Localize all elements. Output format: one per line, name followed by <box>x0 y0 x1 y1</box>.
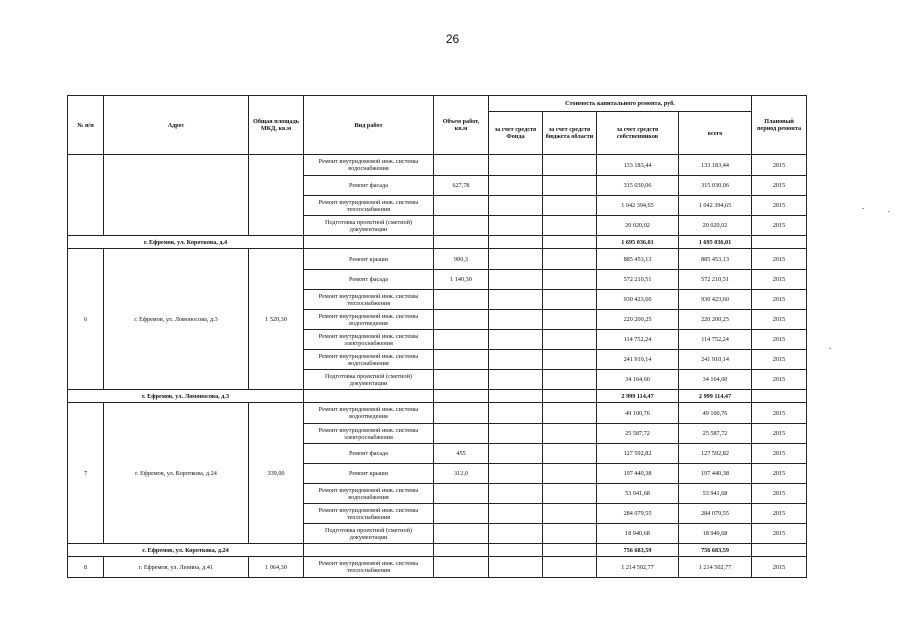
cell-period: 2015 <box>752 155 807 176</box>
cell-period: 2015 <box>752 403 807 424</box>
cell-owners: 20 020,02 <box>597 216 679 236</box>
cell-num: 6 <box>68 249 104 390</box>
subtotal-owners: 2 999 114,47 <box>597 390 679 403</box>
scan-speck <box>862 208 864 209</box>
cell-fund <box>489 236 543 249</box>
cell-regional <box>543 504 597 524</box>
cell-work-type: Подготовка проектной (сметной) документации <box>304 216 434 236</box>
cell-fund <box>489 310 543 330</box>
cell-period: 2015 <box>752 557 807 578</box>
header-num: № п/п <box>68 96 104 155</box>
cell-owners: 18 940,68 <box>597 524 679 544</box>
cell-regional <box>543 249 597 270</box>
cell-volume <box>434 350 489 370</box>
header-total: всего <box>679 112 752 155</box>
cell-volume <box>434 557 489 578</box>
cell-volume <box>434 236 489 249</box>
cell-period: 2015 <box>752 196 807 216</box>
cell-fund <box>489 444 543 464</box>
cell-period: 2015 <box>752 249 807 270</box>
cell-work-type: Ремонт фасада <box>304 270 434 290</box>
cell-regional <box>543 155 597 176</box>
cell-fund <box>489 403 543 424</box>
cell-period: 2015 <box>752 524 807 544</box>
cell-volume <box>434 155 489 176</box>
cell-total: 572 210,51 <box>679 270 752 290</box>
cell-period: 2015 <box>752 290 807 310</box>
subtotal-total: 2 999 114,47 <box>679 390 752 403</box>
cell-period: 2015 <box>752 370 807 390</box>
cell-owners: 197 440,38 <box>597 464 679 484</box>
cell-total: 20 020,02 <box>679 216 752 236</box>
subtotal-total: 1 695 036,01 <box>679 236 752 249</box>
cell-regional <box>543 403 597 424</box>
cell-work-type: Ремонт фасада <box>304 444 434 464</box>
cell-work-type: Ремонт внутридомовой инж. системы электроснабжения <box>304 424 434 444</box>
cell-work-type: Подготовка проектной (сметной) документации <box>304 370 434 390</box>
header-volume: Объем работ, кв.м <box>434 96 489 155</box>
cell-fund <box>489 196 543 216</box>
cell-period: 2015 <box>752 444 807 464</box>
cell-regional <box>543 310 597 330</box>
cell-volume: 455 <box>434 444 489 464</box>
cell-total: 1 214 502,77 <box>679 557 752 578</box>
cell-owners: 220 200,25 <box>597 310 679 330</box>
cell-volume <box>434 370 489 390</box>
cell-period: 2015 <box>752 350 807 370</box>
cell-work-type: Ремонт внутридомовой инж. системы водоснабжения <box>304 350 434 370</box>
cell-owners: 930 423,60 <box>597 290 679 310</box>
cell-owners: 133 183,44 <box>597 155 679 176</box>
page-number: 26 <box>445 32 460 46</box>
header-owners: за счет средств собственников <box>597 112 679 155</box>
cell-fund <box>489 330 543 350</box>
cell-total: 241 910,14 <box>679 350 752 370</box>
cell-fund <box>489 290 543 310</box>
cell-num <box>68 155 104 236</box>
cell-work-type: Ремонт крыши <box>304 464 434 484</box>
cell-volume: 900,3 <box>434 249 489 270</box>
header-work-type: Вид работ <box>304 96 434 155</box>
cell-regional <box>543 176 597 196</box>
cell-work-type: Подготовка проектной (сметной) документации <box>304 524 434 544</box>
cell-work-type: Ремонт внутридомовой инж. системы водоснабжения <box>304 484 434 504</box>
cell-total: 114 752,24 <box>679 330 752 350</box>
cell-owners: 34 164,60 <box>597 370 679 390</box>
cell-work-type: Ремонт внутридомовой инж. системы водоотведения <box>304 403 434 424</box>
cell-owners: 49 100,76 <box>597 403 679 424</box>
cell-work-type <box>304 236 434 249</box>
cell-regional <box>543 390 597 403</box>
subtotal-label: г. Ефремов, ул. Короткова, д.4 <box>68 236 304 249</box>
header-cost-group: Стоимость капитального ремонта, руб. <box>489 96 752 112</box>
cell-fund <box>489 557 543 578</box>
cell-work-type: Ремонт внутридомовой инж. системы теплоснабжения <box>304 504 434 524</box>
cell-volume <box>434 484 489 504</box>
cell-work-type: Ремонт крыши <box>304 249 434 270</box>
cell-work-type <box>304 544 434 557</box>
cell-regional <box>543 524 597 544</box>
subtotal-label: г. Ефремов, ул. Короткова, д.24 <box>68 544 304 557</box>
cell-fund <box>489 249 543 270</box>
cell-fund <box>489 216 543 236</box>
subtotal-label: г. Ефремов, ул. Ломоносова, д.3 <box>68 390 304 403</box>
header-regional: за счет средств бюджета области <box>543 112 597 155</box>
cell-address: г. Ефремов, ул. Ленина, д.41 <box>104 557 249 578</box>
cell-work-type: Ремонт внутридомовой инж. системы теплоснабжения <box>304 290 434 310</box>
scan-speck <box>829 348 831 349</box>
cell-total: 1 042 394,65 <box>679 196 752 216</box>
cell-period <box>752 544 807 557</box>
cell-owners: 1 042 394,65 <box>597 196 679 216</box>
cell-fund <box>489 524 543 544</box>
cell-owners: 284 079,55 <box>597 504 679 524</box>
cell-total: 53 941,68 <box>679 484 752 504</box>
header-period: Плановый период ремонта <box>752 96 807 155</box>
table-row <box>68 403 807 424</box>
cell-period: 2015 <box>752 464 807 484</box>
cell-regional <box>543 544 597 557</box>
cell-fund <box>489 504 543 524</box>
cell-regional <box>543 484 597 504</box>
cell-owners: 315 030,06 <box>597 176 679 196</box>
cell-area: 339,00 <box>249 403 304 544</box>
cell-total: 133 183,44 <box>679 155 752 176</box>
cell-area <box>249 155 304 236</box>
cell-total: 197 440,38 <box>679 464 752 484</box>
cell-regional <box>543 270 597 290</box>
cell-address <box>104 155 249 236</box>
cell-volume <box>434 330 489 350</box>
cell-volume: 312,0 <box>434 464 489 484</box>
cell-volume: 1 140,30 <box>434 270 489 290</box>
cell-regional <box>543 330 597 350</box>
cell-regional <box>543 424 597 444</box>
cell-work-type: Ремонт внутридомовой инж. системы теплоснабжения <box>304 196 434 216</box>
cell-total: 284 079,55 <box>679 504 752 524</box>
cell-volume <box>434 544 489 557</box>
cell-volume <box>434 504 489 524</box>
cell-work-type: Ремонт фасада <box>304 176 434 196</box>
cell-num: 8 <box>68 557 104 578</box>
cell-owners: 127 592,82 <box>597 444 679 464</box>
cell-work-type <box>304 390 434 403</box>
header-area: Общая площадь МКД, кв.м <box>249 96 304 155</box>
cell-fund <box>489 155 543 176</box>
cell-area: 1 064,30 <box>249 557 304 578</box>
cell-period: 2015 <box>752 504 807 524</box>
cell-address: г. Ефремов, ул. Короткова, д.24 <box>104 403 249 544</box>
cell-volume <box>434 424 489 444</box>
cell-work-type: Ремонт внутридомовой инж. системы электроснабжения <box>304 330 434 350</box>
cell-volume <box>434 216 489 236</box>
cell-period: 2015 <box>752 424 807 444</box>
cell-fund <box>489 484 543 504</box>
cell-period: 2015 <box>752 216 807 236</box>
cell-regional <box>543 464 597 484</box>
cell-period <box>752 236 807 249</box>
cell-regional <box>543 350 597 370</box>
cell-owners: 572 210,51 <box>597 270 679 290</box>
cell-owners: 241 910,14 <box>597 350 679 370</box>
cell-owners: 885 453,13 <box>597 249 679 270</box>
cell-total: 127 592,82 <box>679 444 752 464</box>
cell-total: 930 423,60 <box>679 290 752 310</box>
cell-fund <box>489 544 543 557</box>
cell-period: 2015 <box>752 176 807 196</box>
cell-regional <box>543 290 597 310</box>
header-fund: за счет средств Фонда <box>489 112 543 155</box>
subtotal-row <box>68 236 807 249</box>
cell-total: 34 164,60 <box>679 370 752 390</box>
cell-work-type: Ремонт внутридомовой инж. системы теплоснабжения <box>304 557 434 578</box>
cell-regional <box>543 236 597 249</box>
table-row <box>68 557 807 578</box>
cell-fund <box>489 390 543 403</box>
table-row <box>68 249 807 270</box>
cell-owners: 114 752,24 <box>597 330 679 350</box>
subtotal-row <box>68 390 807 403</box>
cell-regional <box>543 557 597 578</box>
cell-period: 2015 <box>752 330 807 350</box>
cell-total: 220 200,25 <box>679 310 752 330</box>
cell-total: 315 030,06 <box>679 176 752 196</box>
cell-total: 18 940,68 <box>679 524 752 544</box>
cell-work-type: Ремонт внутридомовой инж. системы водоснабжения <box>304 155 434 176</box>
cell-fund <box>489 350 543 370</box>
cell-regional <box>543 196 597 216</box>
cell-address: г. Ефремов, ул. Ломоносова, д.3 <box>104 249 249 390</box>
cell-volume <box>434 390 489 403</box>
cell-total: 25 587,72 <box>679 424 752 444</box>
cell-period: 2015 <box>752 484 807 504</box>
cell-fund <box>489 176 543 196</box>
repair-cost-table <box>67 95 807 578</box>
scan-speck <box>888 211 890 212</box>
table-row <box>68 155 807 176</box>
subtotal-owners: 1 695 036,01 <box>597 236 679 249</box>
subtotal-total: 756 683,59 <box>679 544 752 557</box>
cell-area: 1 520,30 <box>249 249 304 390</box>
cell-volume <box>434 524 489 544</box>
cell-num: 7 <box>68 403 104 544</box>
cell-owners: 1 214 502,77 <box>597 557 679 578</box>
cell-total: 885 453,13 <box>679 249 752 270</box>
cell-regional <box>543 444 597 464</box>
cell-volume <box>434 310 489 330</box>
cell-volume <box>434 196 489 216</box>
cell-period: 2015 <box>752 270 807 290</box>
header-address: Адрес <box>104 96 249 155</box>
cell-period: 2015 <box>752 310 807 330</box>
cell-owners: 53 941,68 <box>597 484 679 504</box>
cell-regional <box>543 216 597 236</box>
cell-volume: 627,78 <box>434 176 489 196</box>
cell-total: 49 100,76 <box>679 403 752 424</box>
cell-regional <box>543 370 597 390</box>
cell-volume <box>434 290 489 310</box>
cell-owners: 25 587,72 <box>597 424 679 444</box>
cell-fund <box>489 270 543 290</box>
cell-work-type: Ремонт внутридомовой инж. системы водоотведения <box>304 310 434 330</box>
cell-fund <box>489 370 543 390</box>
cell-period <box>752 390 807 403</box>
subtotal-owners: 756 683,59 <box>597 544 679 557</box>
subtotal-row <box>68 544 807 557</box>
cell-volume <box>434 403 489 424</box>
cell-fund <box>489 464 543 484</box>
cell-fund <box>489 424 543 444</box>
